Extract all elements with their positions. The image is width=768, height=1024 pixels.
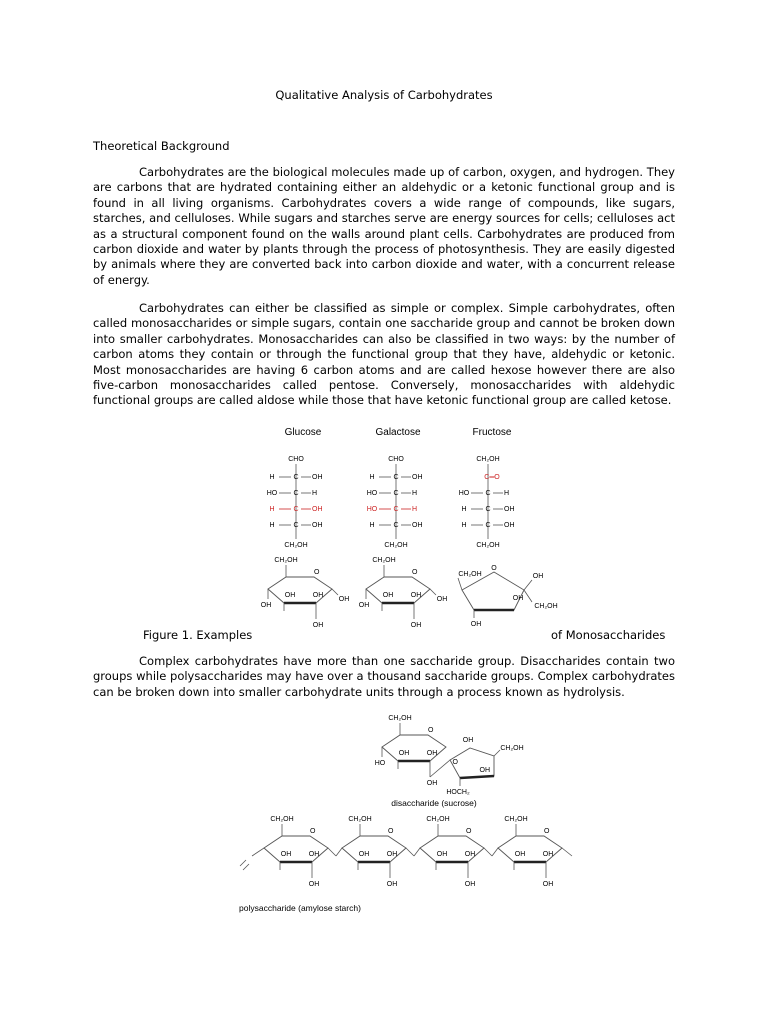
atom-label: OH — [479, 767, 490, 774]
atom-label: CH₂OH — [388, 715, 412, 722]
atom-label: OH — [308, 851, 320, 858]
atom-label: OH — [532, 573, 544, 580]
atom-label: OH — [542, 881, 554, 888]
atom-label: O — [388, 828, 394, 835]
bond-line — [406, 848, 414, 856]
atom-label: OH — [398, 750, 410, 757]
atom-label: O — [412, 569, 418, 576]
atom-label: OH — [312, 592, 324, 599]
bond-line — [492, 848, 498, 856]
atom-label: H — [269, 474, 275, 481]
atom-label: OH — [462, 737, 474, 744]
atom-label: CH₂OH — [476, 542, 500, 549]
atom-label: C — [485, 490, 491, 497]
atom-label: OH — [260, 602, 272, 609]
amylose-structure — [240, 816, 572, 888]
atom-label: OH — [464, 881, 476, 888]
atom-label: H — [412, 506, 418, 513]
atom-label: CH₂OH — [426, 816, 450, 823]
atom-label: OH — [514, 851, 526, 858]
atom-label: OH — [358, 851, 370, 858]
ring-outline — [420, 836, 484, 862]
atom-label: OH — [542, 851, 554, 858]
atom-label: C — [393, 490, 399, 497]
bond-line — [562, 848, 572, 856]
atom-label: H — [269, 522, 275, 529]
bond-line — [328, 848, 336, 856]
bond-line — [430, 760, 450, 777]
atom-label: OH — [436, 596, 448, 603]
atom-label: OH — [280, 851, 292, 858]
bond-line — [414, 848, 420, 856]
polysaccharide-caption: polysaccharide (amylose starch) — [239, 903, 361, 913]
paragraph-2: Carbohydrates can either be classified as simple or complex. Simple carbohydrates, often called monosaccharides or simple sugars, contain one saccharide group and cannot be broken down into smaller carbohydrates. Monosaccharides can also be classified in two ways: by the number of carbon atoms they contain or through the functional group that they have, aldehydic or ketonic. Most monosaccharides are having 6 carbon atoms and are called hexose however there are also five-carbon monosaccharides called pentose. Conversely, monosaccharides with aldehydic functional groups are called aldose while those that have ketonic functional group are called ketose. — [93, 301, 675, 408]
atom-label: C═O — [484, 474, 500, 481]
paragraph-1: Carbohydrates are the biological molecules made up of carbon, oxygen, and hydrogen. They are carbons that are hydrated containing either an aldehydic or a ketonic functional group and is found in all living organisms. Carbohydrates covers a wide range of compounds, like sugars, starches, and celluloses. While sugars and starches serve are energy sources for cells; celluloses act as a structural component found on the walls around plant cells. Carbohydrates are produced from carbon dioxide and water by plants through the process of photosynthesis. They are easily digested by animals where they are converted back into carbon dioxide and water, with a concurrent release of energy. — [93, 165, 675, 287]
ring-outline — [382, 735, 446, 761]
atom-label: OH — [386, 881, 398, 888]
atom-label: OH — [436, 851, 448, 858]
sugar-name-glucose: Glucose — [284, 427, 322, 438]
atom-label: H — [461, 522, 467, 529]
atom-label: CHO — [288, 456, 304, 463]
atom-label: OH — [426, 750, 438, 757]
atom-label: O — [452, 759, 458, 766]
atom-label: O — [466, 828, 472, 835]
section-heading: Theoretical Background — [93, 139, 230, 153]
atom-label: O — [491, 565, 497, 572]
ring-outline — [498, 836, 562, 862]
atom-label: OH — [464, 851, 476, 858]
sugar-name-fructose: Fructose — [472, 427, 512, 438]
atom-label: CH₂OH — [274, 557, 298, 564]
atom-label: CH₂OH — [384, 542, 408, 549]
figure-1-caption-left: Figure 1. Examples — [143, 628, 253, 642]
atom-label: O — [428, 727, 434, 734]
atom-label: CH₂OH — [534, 603, 558, 610]
bond-line — [460, 776, 494, 778]
document-title: Qualitative Analysis of Carbohydrates — [275, 88, 493, 102]
bond-line — [336, 848, 342, 856]
atom-label: OH — [386, 851, 398, 858]
atom-label: CH₂OH — [270, 816, 294, 823]
atom-label: H — [412, 490, 418, 497]
atom-label: H — [504, 490, 510, 497]
atom-label: CH₂OH — [372, 557, 396, 564]
atom-label: OH — [382, 592, 394, 599]
disaccharide-caption: disaccharide (sucrose) — [391, 798, 477, 808]
sugar-name-galactose: Galactose — [375, 427, 421, 438]
atom-label: OH — [358, 602, 370, 609]
atom-label: C — [485, 506, 491, 513]
atom-label: H — [312, 490, 318, 497]
atom-label: CH₂OH — [284, 542, 308, 549]
ring-outline — [342, 836, 406, 862]
atom-label: H — [461, 506, 467, 513]
paragraph-3: Complex carbohydrates have more than one saccharide group. Disaccharides contain two groups while polysaccharides may have over a thousand saccharide groups. Complex carbohydrates can be broken down into smaller carbohydrate units through a process known as hydrolysis. — [93, 654, 675, 699]
atom-label: O — [314, 569, 320, 576]
atom-label: C — [393, 522, 399, 529]
atom-label: CH₂OH — [348, 816, 372, 823]
atom-label: C — [293, 474, 299, 481]
atom-label: OH — [504, 506, 515, 513]
atom-label: CH₂OH — [476, 456, 500, 463]
atom-label: OH — [338, 596, 350, 603]
atom-label: CH₂OH — [500, 745, 524, 752]
atom-label: C — [393, 474, 399, 481]
atom-label: OH — [512, 595, 524, 602]
atom-label: H — [269, 506, 275, 513]
atom-label: C — [293, 522, 299, 529]
atom-label: OH — [312, 506, 323, 513]
atom-label: OH — [470, 621, 482, 628]
atom-label: OH — [412, 522, 423, 529]
atom-label: OH — [426, 780, 438, 787]
bond-line — [240, 860, 246, 866]
atom-label: OH — [312, 622, 324, 629]
bond-line — [252, 848, 264, 856]
atom-label: HO — [458, 490, 470, 497]
atom-label: C — [485, 522, 491, 529]
atom-label: O — [310, 828, 316, 835]
atom-label: H — [369, 474, 375, 481]
sucrose-structure — [375, 715, 524, 796]
atom-label: C — [293, 506, 299, 513]
figure-1-caption-right: of Monosaccharides — [551, 628, 666, 642]
atom-label: CH₂OH — [504, 816, 528, 823]
atom-label: CHO — [388, 456, 404, 463]
atom-label: HO — [366, 506, 378, 513]
bond-line — [243, 864, 249, 870]
bond-line — [484, 848, 492, 856]
atom-label: HO — [366, 490, 378, 497]
atom-label: OH — [412, 474, 423, 481]
atom-label: HOCH₂ — [446, 789, 470, 796]
atom-label: C — [393, 506, 399, 513]
atom-label: HO — [374, 760, 386, 767]
atom-label: OH — [312, 474, 323, 481]
bond-line — [494, 750, 500, 756]
atom-label: HO — [266, 490, 278, 497]
atom-label: H — [369, 522, 375, 529]
atom-label: OH — [312, 522, 323, 529]
atom-label: C — [293, 490, 299, 497]
atom-label: OH — [504, 522, 515, 529]
atom-label: OH — [284, 592, 296, 599]
atom-label: OH — [308, 881, 320, 888]
atom-label: CH₂OH — [458, 571, 482, 578]
atom-label: OH — [410, 622, 422, 629]
ring-outline — [264, 836, 328, 862]
atom-label: O — [544, 828, 550, 835]
atom-label: OH — [410, 592, 422, 599]
